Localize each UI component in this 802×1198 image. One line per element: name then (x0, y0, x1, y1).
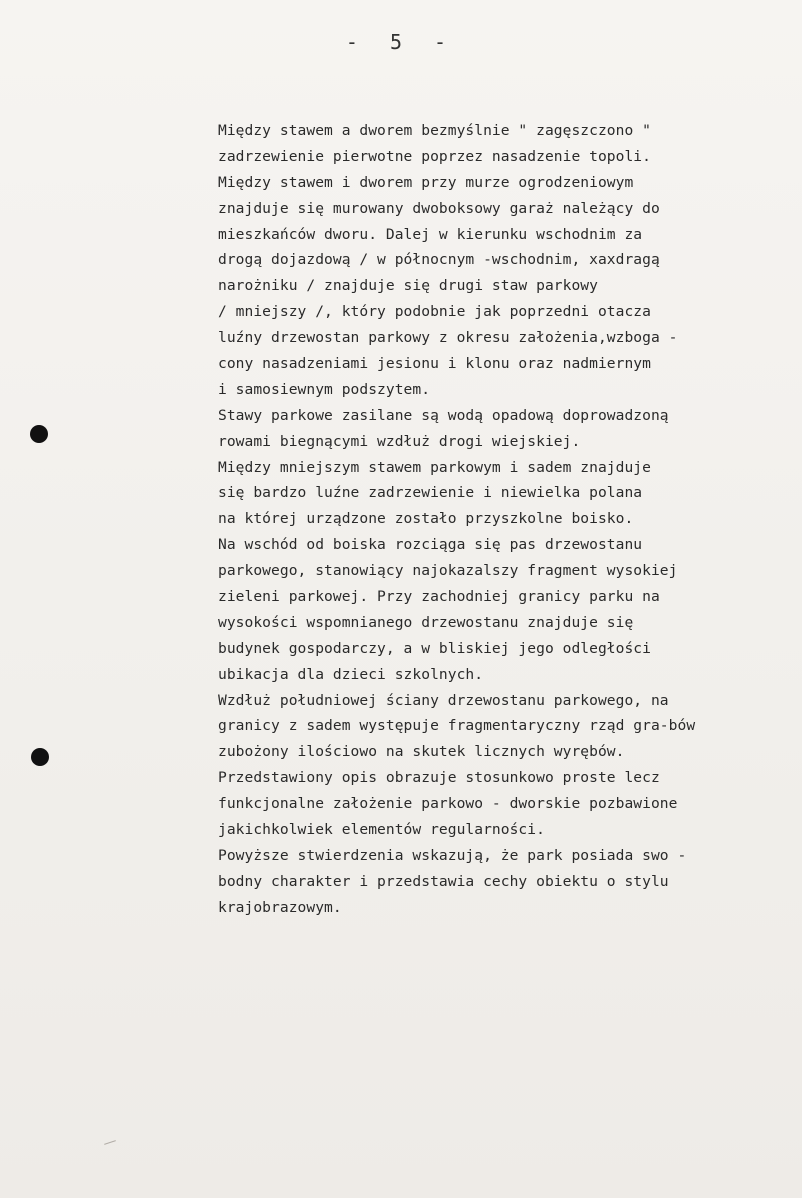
text-line: na której urządzone zostało przyszkolne boisko. (218, 510, 634, 528)
text-line: Między mniejszym stawem parkowym i sadem znajduje (218, 458, 651, 476)
text-line: Na wschód od boiska rozciąga się pas drzewostanu (218, 536, 643, 554)
text-line: krajobrazowym. (218, 898, 342, 916)
text-line: parkowego, stanowiący najokazalszy fragment wysokiej (218, 562, 678, 580)
text-line: mieszkańców dworu. Dalej w kierunku wschodnim za (218, 225, 643, 243)
text-line: wysokości wspomnianego drzewostanu znajduje się (218, 613, 634, 631)
text-line: zieleni parkowej. Przy zachodniej granicy parku na (218, 588, 660, 606)
text-line: drogą dojazdową / w północnym -wschodnim, xaxdragą (218, 251, 660, 269)
text-line: ubikacja dla dzieci szkolnych. (218, 665, 484, 683)
text-line: Powyższe stwierdzenia wskazują, że park posiada swo - (218, 846, 687, 864)
text-line: się bardzo luźne zadrzewienie i niewielka polana (218, 484, 643, 502)
text-line: / mniejszy /, który podobnie jak poprzedni otacza (218, 303, 651, 321)
text-line: bodny charakter i przedstawia cechy obiektu o stylu (218, 872, 669, 890)
text-line: zubożony ilościowo na skutek licznych wyrębów. (218, 743, 625, 761)
text-line: luźny drzewostan parkowy z okresu założenia,wzboga - (218, 329, 678, 347)
page-number: - 5 - (345, 30, 457, 54)
punch-hole (31, 748, 49, 766)
text-line: Między stawem a dworem bezmyślnie " zagęszczono " (218, 122, 651, 139)
text-line: budynek gospodarczy, a w bliskiej jego odległości (218, 639, 651, 657)
text-line: znajduje się murowany dwoboksowy garaż należący do (218, 199, 660, 217)
text-line: cony nasadzeniami jesionu i klonu oraz nadmiernym (218, 355, 651, 373)
text-line: Między stawem i dworem przy murze ogrodzeniowym (218, 173, 634, 191)
text-line: granicy z sadem występuje fragmentaryczny rząd gra-bów (218, 717, 696, 735)
paper-mark (104, 1140, 116, 1145)
text-line: narożniku / znajduje się drugi staw parkowy (218, 277, 598, 295)
text-line: rowami biegnącymi wzdłuż drogi wiejskiej. (218, 432, 581, 450)
text-line: i samosiewnym podszytem. (218, 380, 431, 398)
typewritten-body-text (218, 118, 778, 921)
text-line: Wzdłuż południowej ściany drzewostanu parkowego, na (218, 691, 669, 709)
text-line: Stawy parkowe zasilane są wodą opadową doprowadzoną (218, 406, 669, 424)
text-line: funkcjonalne założenie parkowo - dworskie pozbawione (218, 795, 678, 813)
text-line: zadrzewienie pierwotne poprzez nasadzenie topoli. (218, 147, 651, 165)
text-line: jakichkolwiek elementów regularności. (218, 821, 545, 839)
text-line: Przedstawiony opis obrazuje stosunkowo proste lecz (218, 769, 660, 787)
punch-hole (30, 425, 48, 443)
